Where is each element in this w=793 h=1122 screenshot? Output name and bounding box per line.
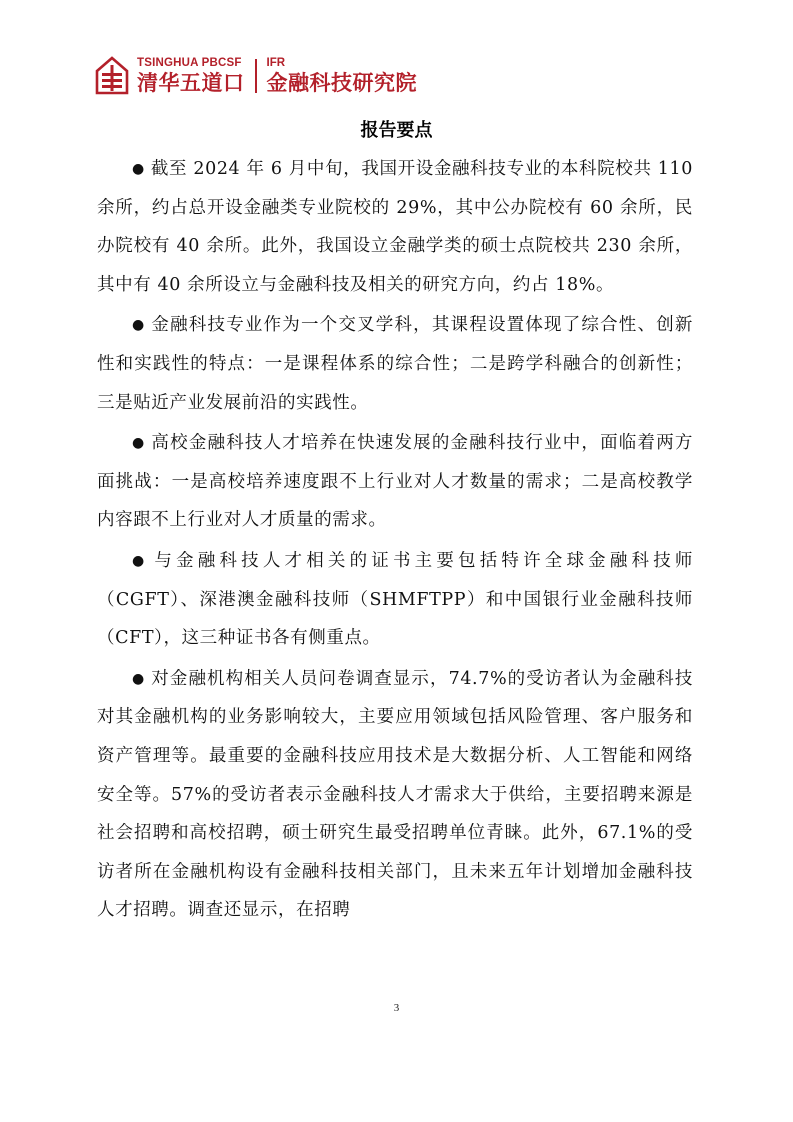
highlight-paragraph	[97, 542, 693, 658]
section-title: 报告要点	[360, 120, 433, 141]
highlight-paragraph	[97, 660, 693, 930]
brand-chinese-name: 清华五道口	[137, 70, 245, 95]
brand-english-name: TSINGHUA PBCSF	[137, 57, 242, 70]
page-number: 3	[393, 1002, 400, 1014]
ifr-chinese-name: 金融科技研究院	[266, 70, 417, 95]
bullet-icon: ●	[132, 552, 145, 569]
paragraph-text: 与金融科技人才相关的证书主要包括特许全球金融科技师（CGFT）、深港澳金融科技师（SHMFTPP）和中国银行业金融科技师（CFT），这三种证书各有侧重点。	[97, 550, 693, 649]
report-highlights	[97, 150, 693, 932]
paragraph-text: 截至 2024 年 6 月中旬，我国开设金融科技专业的本科院校共 110 余所，约占总开设金融类专业院校的 29%，其中公办院校有 60 余所，民办院校有 40 余所。此外，我国设立金融学类的硕士点院校共 230 余所，其中有 40 余所设立与金融科技及相关的研究方向，约占 18%。	[97, 159, 693, 295]
brand-pbcsf	[137, 58, 245, 94]
bullet-icon: ●	[132, 161, 145, 177]
page-header	[93, 52, 417, 100]
bullet-icon: ●	[132, 670, 145, 687]
highlight-paragraph	[97, 150, 693, 304]
bullet-icon: ●	[132, 317, 145, 334]
highlight-paragraph	[97, 306, 693, 422]
paragraph-text: 金融科技专业作为一个交叉学科，其课程设置体现了综合性、创新性和实践性的特点：一是课程体系的综合性；二是跨学科融合的创新性；三是贴近产业发展前沿的实践性。	[97, 315, 693, 413]
highlight-paragraph	[97, 424, 693, 540]
paragraph-text: 高校金融科技人才培养在快速发展的金融科技行业中，面临着两方面挑战：一是高校培养速度跟不上行业对人才数量的需求；二是高校教学内容跟不上行业对人才质量的需求。	[97, 433, 693, 531]
paragraph-text: 对金融机构相关人员问卷调查显示，74.7%的受访者认为金融科技对其金融机构的业务影响较大，主要应用领域包括风险管理、客户服务和资产管理等。最重要的金融科技应用技术是大数据分析、人工智能和网络安全等。57%的受访者表示金融科技人才需求大于供给，主要招聘来源是社会招聘和高校招聘，硕士研究生最受招聘单位青睐。此外，67.1%的受访者所在金融机构设有金融科技相关部门，且未来五年计划增加金融科技人才招聘。调查还显示，在招聘	[97, 668, 693, 921]
bullet-icon: ●	[132, 435, 145, 452]
ifr-english-name: IFR	[266, 57, 286, 70]
brand-divider	[255, 59, 257, 93]
tsinghua-pbcsf-logo-icon	[93, 55, 131, 97]
brand-ifr	[267, 58, 418, 94]
